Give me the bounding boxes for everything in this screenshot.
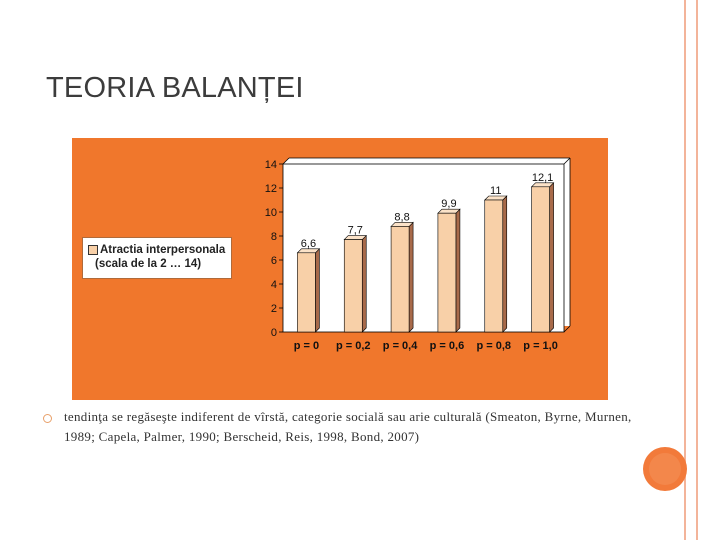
legend-swatch: [88, 245, 98, 255]
data-label: 12,1: [531, 171, 554, 184]
decor-circle-inner: [649, 453, 681, 485]
plot-area: [283, 164, 564, 332]
bar: [344, 240, 362, 332]
y-tick-label: 10: [264, 207, 277, 219]
y-tick-label: 0: [270, 327, 277, 339]
x-tick-label: p = 1,0: [523, 340, 558, 352]
bar-side: [362, 236, 366, 332]
bar-side: [315, 249, 319, 332]
data-label: 8,8: [394, 211, 410, 224]
decor-line-right: [696, 0, 698, 540]
slide-title: TEORIA BALANȚEI: [46, 72, 304, 104]
plot-edge-bottom: [564, 326, 570, 332]
x-tick-label: p = 0,2: [335, 340, 371, 352]
y-tick-label: 6: [270, 255, 277, 267]
decor-circle: [643, 447, 687, 491]
legend-line-1: Atractia interpersonala: [100, 244, 226, 256]
data-label: 6,6: [300, 237, 317, 250]
bar-side: [456, 209, 460, 332]
bar: [532, 187, 550, 332]
data-label: 11: [490, 185, 502, 197]
bar-side: [503, 196, 507, 332]
y-tick-label: 12: [264, 183, 277, 195]
bar-side: [409, 222, 413, 332]
bar: [485, 200, 503, 332]
x-tick-label: p = 0,6: [429, 340, 465, 352]
bar: [297, 253, 315, 332]
y-tick-label: 2: [270, 303, 277, 315]
bar: [438, 213, 456, 332]
y-tick-label: 8: [270, 231, 277, 243]
chart-legend: [82, 237, 232, 279]
y-tick-label: 14: [264, 159, 277, 171]
data-label: 9,9: [441, 198, 457, 211]
legend-line-2: (scala de la 2 … 14): [95, 258, 202, 270]
bar-side: [550, 183, 554, 332]
bar: [391, 226, 409, 332]
x-tick-label: p = 0: [293, 340, 320, 352]
bullet-text: tendinţa se regăseşte indiferent de vîrstă, categorie socială sau arie culturală (Smeaton, Byrne, Murnen, 1989; Capela, Palmer, 1990; Berscheid, Reis, 1998, Bond, 2007): [64, 409, 632, 444]
x-tick-label: p = 0,8: [476, 340, 512, 352]
data-label: 7,7: [347, 224, 363, 237]
bullet-icon: [43, 414, 52, 423]
y-tick-label: 4: [270, 279, 277, 291]
x-tick-label: p = 0,4: [382, 340, 418, 352]
